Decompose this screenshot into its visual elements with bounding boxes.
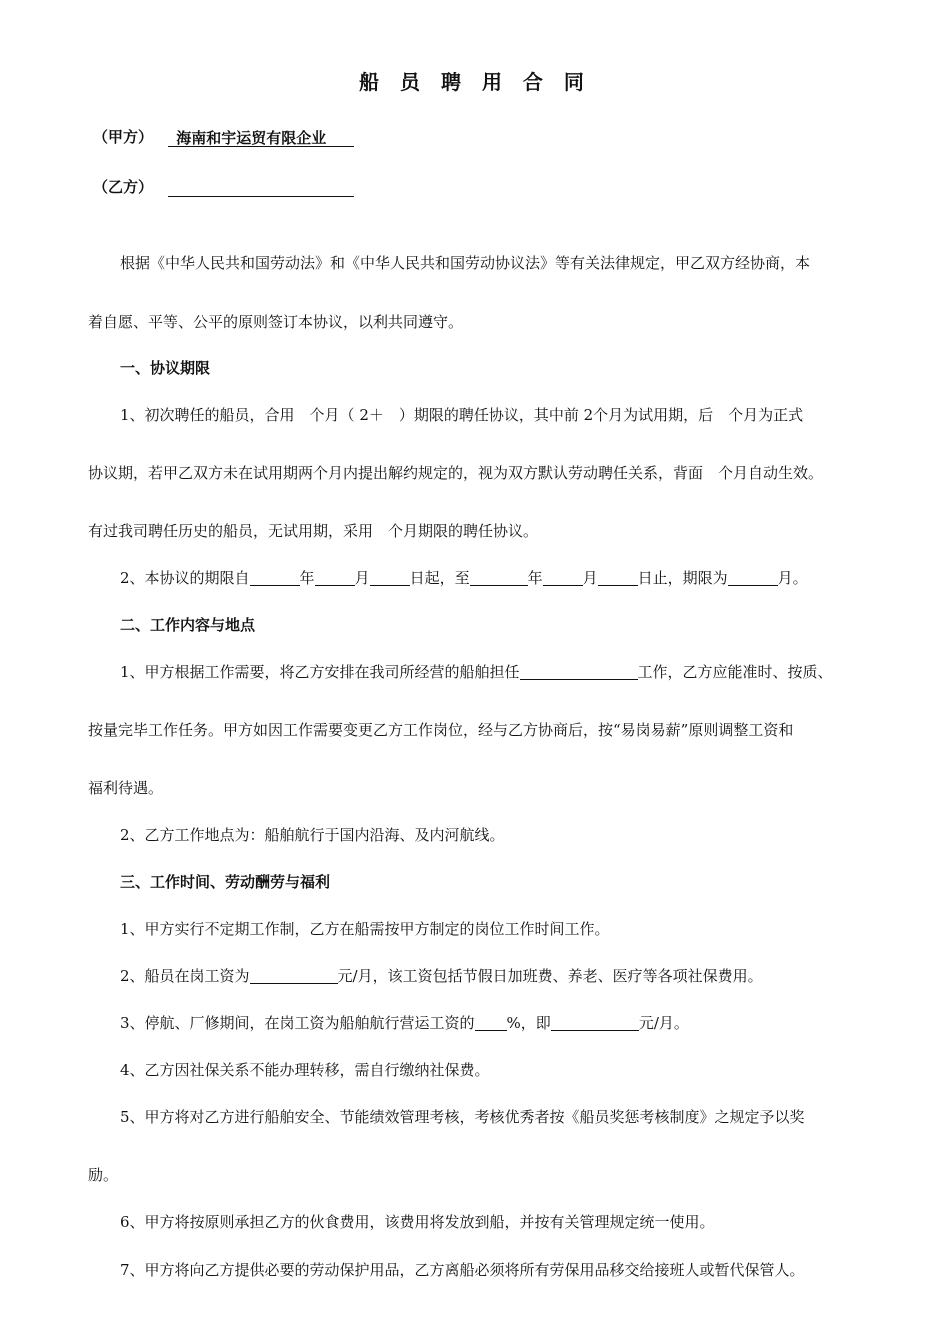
s3-p3-text-c: 元/月。 (638, 1014, 689, 1032)
party-a-row (93, 126, 354, 147)
s1-p2-text-d: 日起，至 (409, 569, 470, 587)
s3-p3 (120, 1012, 689, 1033)
s3-p6: 6、甲方将按原则承担乙方的伙食费用，该费用将发放到船，并按有关管理规定统一使用。 (120, 1213, 715, 1231)
s1-p2-term (120, 567, 808, 588)
s1-p1-line-3: 有过我司聘任历史的船员，无试用期，采用 个月期限的聘任协议。 (88, 522, 539, 540)
idle-wage-blank (551, 1014, 639, 1031)
s2-p2: 2、乙方工作地点为：船舶航行于国内沿海、及内河航线。 (120, 826, 505, 844)
s1-p2-text-e: 年 (527, 569, 543, 587)
s2-p1-line-2: 按量完毕工作任务。甲方如因工作需要变更乙方工作岗位，经与乙方协商后，按“易岗易薪”原则调整工资和 (88, 721, 794, 739)
s2-p1-line-1 (120, 661, 833, 682)
s3-p5-line-1: 5、甲方将对乙方进行船舶安全、节能绩效管理考核，考核优秀者按《船员奖惩考核制度》之规定予以奖 (120, 1108, 805, 1126)
start-month-blank (315, 569, 355, 586)
section-1-heading: 一、协议期限 (120, 359, 211, 377)
s1-p2-text-a: 2、本协议的期限自 (120, 569, 250, 587)
s3-p2-text-b: 元/月，该工资包括节假日加班费、养老、医疗等各项社保费用。 (337, 967, 763, 985)
wage-blank (250, 967, 338, 984)
s1-p2-text-b: 年 (299, 569, 315, 587)
s1-p2-text-g: 日止，期限为 (637, 569, 728, 587)
start-year-blank (250, 569, 300, 586)
document-title: 船 员 聘 用 合 同 (359, 70, 591, 94)
s3-p1: 1、甲方实行不定期工作制，乙方在船需按甲方制定的岗位工作时间工作。 (120, 920, 610, 938)
s3-p4: 4、乙方因社保关系不能办理转移，需自行缴纳社保费。 (120, 1061, 490, 1079)
s1-p2-text-h: 月。 (777, 569, 808, 587)
preamble-line-1: 根据《中华人民共和国劳动法》和《中华人民共和国劳动协议法》等有关法律规定，甲乙双方经协商，本 (120, 254, 811, 272)
s2-p1-text-b: 工作，乙方应能准时、按质、 (637, 663, 833, 681)
party-b-label: （乙方） (93, 178, 154, 196)
end-year-blank (470, 569, 528, 586)
s3-p2-text-a: 2、船员在岗工资为 (120, 967, 250, 985)
s3-p7: 7、甲方将向乙方提供必要的劳动保护用品，乙方离船必须将所有劳保用品移交给接班人或暂代保管人。 (120, 1261, 805, 1279)
s3-p5-line-2: 励。 (88, 1166, 119, 1184)
start-day-blank (370, 569, 410, 586)
position-blank (520, 663, 638, 680)
s3-p3-text-a: 3、停航、厂修期间，在岗工资为船舶航行营运工资的 (120, 1014, 475, 1032)
s2-p1-text-a: 1、甲方根据工作需要，将乙方安排在我司所经营的船舶担任 (120, 663, 520, 681)
party-a-label: （甲方） (93, 128, 154, 146)
end-day-blank (598, 569, 638, 586)
duration-blank (728, 569, 778, 586)
s3-p3-text-b: %，即 (506, 1014, 551, 1032)
party-b-row (93, 176, 354, 197)
percent-blank (475, 1014, 507, 1031)
party-b-blank (168, 177, 354, 197)
s1-p1-line-1: 1、初次聘任的船员，合用 个月（ 2＋ ）期限的聘任协议，其中前 2个月为试用期，后 个月为正式 (120, 406, 804, 424)
s3-p2 (120, 965, 763, 986)
s2-p1-line-3: 福利待遇。 (88, 779, 164, 797)
end-month-blank (543, 569, 583, 586)
section-2-heading: 二、工作内容与地点 (120, 616, 256, 634)
party-a-name: 海南和宇运贸有限企业 (168, 127, 354, 147)
s1-p1-line-2: 协议期，若甲乙双方未在试用期两个月内提出解约规定的，视为双方默认劳动聘任关系，背面 个月自动生效。 (88, 464, 824, 482)
s1-p2-text-f: 月 (582, 569, 598, 587)
preamble-line-2: 着自愿、平等、公平的原则签订本协议，以利共同遵守。 (88, 313, 464, 331)
section-3-heading: 三、工作时间、劳动酬劳与福利 (120, 873, 331, 891)
s1-p2-text-c: 月 (354, 569, 370, 587)
